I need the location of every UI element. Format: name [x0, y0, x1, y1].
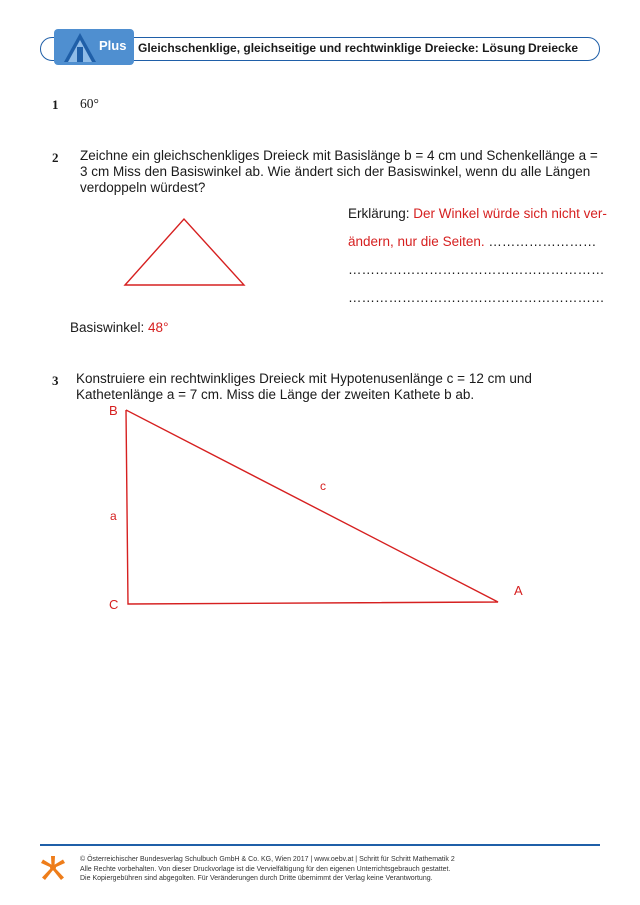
- footer-line-1: © Österreichischer Bundesverlag Schulbuch GmbH & Co. KG, Wien 2017 | www.oebv.at | Schritt für Schritt Mathematik 2: [80, 856, 455, 863]
- base-angle-value: 48°: [148, 320, 169, 335]
- dotted-answer-line-4: …………………………………………………: [348, 290, 605, 305]
- isosceles-triangle: [120, 212, 250, 292]
- task3-number: 3: [52, 373, 59, 388]
- task2-number: 2: [52, 150, 59, 165]
- explanation-label: Erklärung:: [348, 206, 410, 221]
- right-triangle: [100, 400, 540, 620]
- task1-answer: 60°: [80, 96, 99, 111]
- task1-number: 1: [52, 97, 59, 112]
- explanation-line2: [348, 234, 596, 250]
- vertex-label-a: A: [514, 583, 523, 598]
- explanation-dots-2: ……………………: [484, 234, 597, 249]
- logo-label: Plus: [99, 38, 127, 53]
- base-angle-label: Basiswinkel:: [70, 320, 145, 335]
- vertex-label-b: B: [109, 403, 118, 418]
- explanation-line1: [348, 206, 607, 222]
- explanation-text-2: ändern, nur die Seiten.: [348, 234, 485, 249]
- side-label-c: c: [320, 479, 326, 493]
- header-topic: Dreiecke: [528, 41, 579, 55]
- task2-text: Zeichne ein gleichschenkliges Dreieck mit Basislänge b = 4 cm und Schenkellänge a = 3 cm Miss den Basiswinkel ab. Wie ändert sich der Basiswinkel, wenn du alle Längen verdoppeln würdest?: [80, 148, 598, 195]
- vertex-label-c: C: [109, 597, 119, 612]
- task3-text: Konstruiere ein rechtwinkliges Dreieck mit Hypotenusenlänge c = 12 cm und Kathetenlänge a = 7 cm. Miss die Länge der zweiten Kathete b ab.: [76, 371, 532, 402]
- explanation-text-1: Der Winkel würde sich nicht ver-: [413, 206, 607, 221]
- publisher-asterisk-icon: [40, 854, 66, 882]
- dotted-answer-line-3: …………………………………………………: [348, 262, 605, 277]
- side-label-a: a: [110, 509, 117, 523]
- header-title: Gleichschenklige, gleichseitige und rechtwinklige Dreiecke: Lösung: [138, 41, 526, 55]
- footer-divider: [40, 844, 600, 846]
- footer-line-2: Alle Rechte vorbehalten. Von dieser Druckvorlage ist die Vervielfältigung für den eigenen Unterrichtsgebrauch gestattet.: [80, 865, 451, 873]
- base-angle: [70, 320, 168, 336]
- plus-logo: [54, 29, 134, 65]
- footer-line-3: Die Kopiergebühren sind abgegolten. Für Veränderungen durch Dritte übernimmt der Verlag keine Verantwortung.: [80, 875, 433, 882]
- footer-text: [80, 855, 455, 884]
